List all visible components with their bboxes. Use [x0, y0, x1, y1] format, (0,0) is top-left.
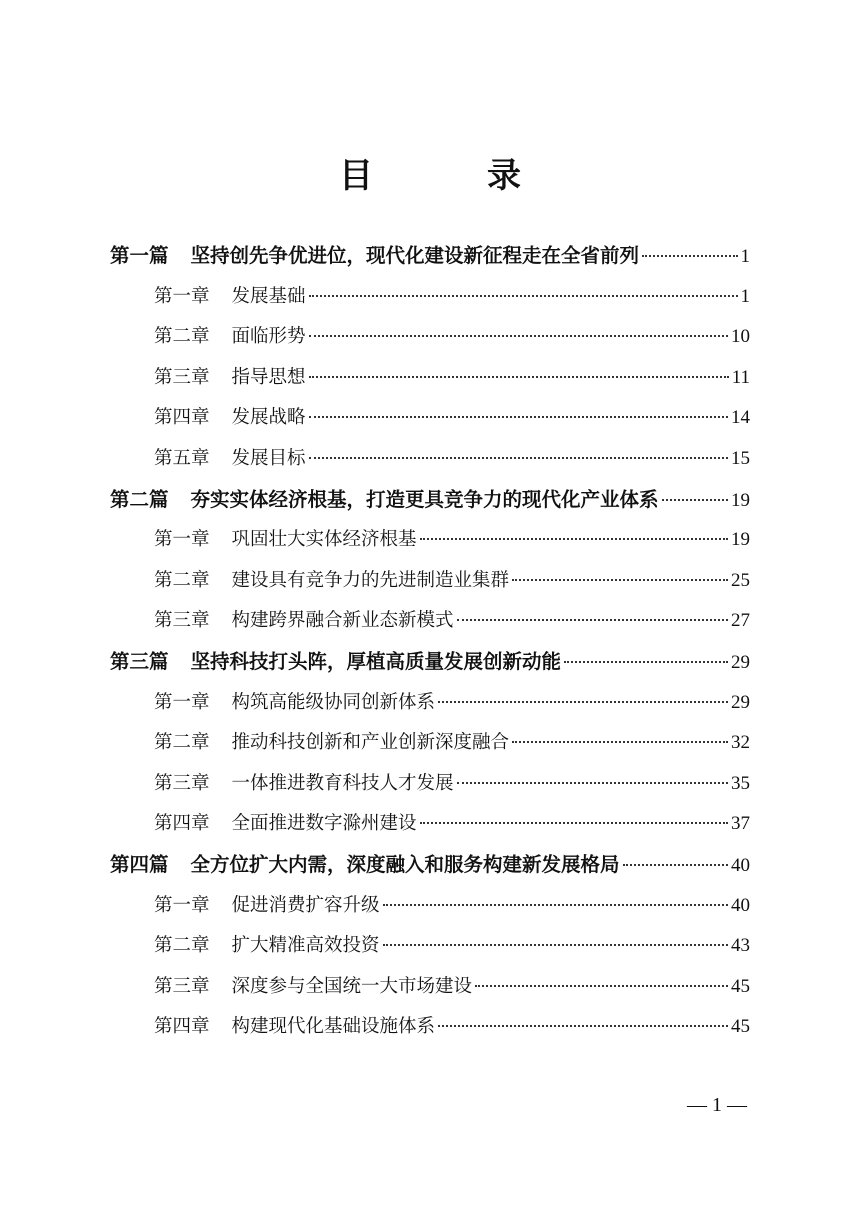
toc-part-entry[interactable] — [110, 480, 750, 521]
chapter-title: 构筑高能级协同创新体系 — [231, 691, 436, 713]
dot-leader — [438, 701, 728, 703]
chapter-number: 第一章 — [154, 691, 210, 713]
chapter-number: 第三章 — [154, 772, 210, 794]
dot-leader — [438, 1025, 728, 1027]
page-number: 37 — [731, 813, 750, 835]
dot-leader — [309, 416, 728, 418]
page-number: 43 — [731, 935, 750, 957]
toc-chapter-entry[interactable] — [110, 358, 750, 399]
chapter-number: 第五章 — [154, 447, 210, 469]
chapter-title: 建设具有竞争力的先进制造业集群 — [231, 569, 510, 591]
toc-chapter-entry[interactable] — [110, 520, 750, 561]
part-number: 第四篇 — [110, 852, 169, 876]
chapter-number: 第一章 — [154, 285, 210, 307]
dot-leader — [457, 619, 728, 621]
dot-leader — [309, 295, 738, 297]
toc-chapter-entry[interactable] — [110, 1007, 750, 1048]
chapter-title: 巩固壮大实体经济根基 — [231, 529, 417, 551]
part-title: 坚持科技打头阵，厚植高质量发展创新动能 — [190, 649, 562, 673]
dot-leader — [662, 499, 728, 501]
chapter-number: 第三章 — [154, 610, 210, 632]
toc-chapter-entry[interactable] — [110, 804, 750, 845]
chapter-title: 构建现代化基础设施体系 — [231, 1016, 436, 1038]
page-number: 11 — [731, 366, 750, 388]
toc-chapter-entry[interactable] — [110, 398, 750, 439]
page-number: 19 — [731, 489, 750, 511]
dot-leader — [309, 335, 728, 337]
dot-leader — [512, 741, 728, 743]
table-of-contents — [110, 236, 750, 1048]
page-number: 25 — [731, 569, 750, 591]
chapter-number: 第三章 — [154, 366, 210, 388]
chapter-number: 第二章 — [154, 569, 210, 591]
chapter-number: 第一章 — [154, 894, 210, 916]
page-number: 29 — [731, 691, 750, 713]
part-number: 第一篇 — [110, 244, 169, 267]
page-number: 35 — [731, 772, 750, 794]
toc-chapter-entry[interactable] — [110, 277, 750, 318]
chapter-title: 推动科技创新和产业创新深度融合 — [231, 732, 510, 754]
page-number: 45 — [731, 1016, 750, 1038]
chapter-title: 构建跨界融合新业态新模式 — [231, 610, 454, 632]
page-number: 27 — [731, 610, 750, 632]
page-number: 15 — [731, 447, 750, 469]
chapter-title: 扩大精准高效投资 — [231, 935, 380, 957]
page-number: 1 — [740, 285, 750, 307]
part-title: 全方位扩大内需，深度融入和服务构建新发展格局 — [190, 852, 620, 876]
page-number: 10 — [731, 326, 750, 348]
toc-chapter-entry[interactable] — [110, 439, 750, 480]
dot-leader — [642, 255, 737, 257]
chapter-title: 促进消费扩容升级 — [231, 894, 380, 916]
chapter-number: 第三章 — [154, 975, 210, 997]
toc-chapter-entry[interactable] — [110, 317, 750, 358]
part-number: 第三篇 — [110, 649, 169, 673]
page-number: 1 — [740, 246, 750, 267]
chapter-number: 第一章 — [154, 529, 210, 551]
chapter-title: 发展战略 — [231, 407, 306, 429]
page-number: 40 — [731, 894, 750, 916]
part-title: 夯实实体经济根基，打造更具竞争力的现代化产业体系 — [190, 487, 659, 511]
chapter-number: 第二章 — [154, 326, 210, 348]
chapter-number: 第四章 — [154, 1016, 210, 1038]
dot-leader — [512, 579, 728, 581]
toc-chapter-entry[interactable] — [110, 967, 750, 1008]
toc-chapter-entry[interactable] — [110, 601, 750, 642]
page-number: 29 — [731, 651, 750, 673]
dot-leader — [420, 822, 728, 824]
chapter-title: 发展目标 — [231, 447, 306, 469]
dot-leader — [309, 457, 728, 459]
toc-chapter-entry[interactable] — [110, 561, 750, 602]
toc-chapter-entry[interactable] — [110, 683, 750, 724]
toc-chapter-entry[interactable] — [110, 723, 750, 764]
dot-leader — [420, 538, 728, 540]
toc-part-entry[interactable] — [110, 642, 750, 683]
dot-leader — [383, 944, 728, 946]
dot-leader — [309, 376, 729, 378]
chapter-title: 一体推进教育科技人才发展 — [231, 772, 454, 794]
page-title: 目 录 — [339, 156, 561, 196]
chapter-title: 面临形势 — [231, 326, 306, 348]
part-number: 第二篇 — [110, 487, 169, 511]
toc-part-entry[interactable] — [110, 845, 750, 886]
chapter-title: 深度参与全国统一大市场建设 — [231, 975, 473, 997]
page-number: 45 — [731, 975, 750, 997]
dot-leader — [475, 985, 728, 987]
dot-leader — [623, 864, 728, 866]
chapter-title: 发展基础 — [231, 285, 306, 307]
chapter-number: 第二章 — [154, 935, 210, 957]
page-number: 32 — [731, 732, 750, 754]
page-number: 14 — [731, 407, 750, 429]
page-footer-number: — 1 — — [687, 1094, 747, 1116]
toc-chapter-entry[interactable] — [110, 886, 750, 927]
chapter-number: 第四章 — [154, 813, 210, 835]
toc-chapter-entry[interactable] — [110, 926, 750, 967]
dot-leader — [383, 904, 728, 906]
toc-chapter-entry[interactable] — [110, 764, 750, 805]
chapter-number: 第四章 — [154, 407, 210, 429]
part-title: 坚持创先争优进位，现代化建设新征程走在全省前列 — [190, 244, 640, 267]
chapter-title: 指导思想 — [231, 366, 306, 388]
toc-part-entry[interactable] — [110, 236, 750, 277]
dot-leader — [457, 782, 728, 784]
chapter-number: 第二章 — [154, 732, 210, 754]
page-number: 40 — [731, 854, 750, 876]
dot-leader — [564, 661, 728, 663]
page-number: 19 — [731, 529, 750, 551]
chapter-title: 全面推进数字滁州建设 — [231, 813, 417, 835]
